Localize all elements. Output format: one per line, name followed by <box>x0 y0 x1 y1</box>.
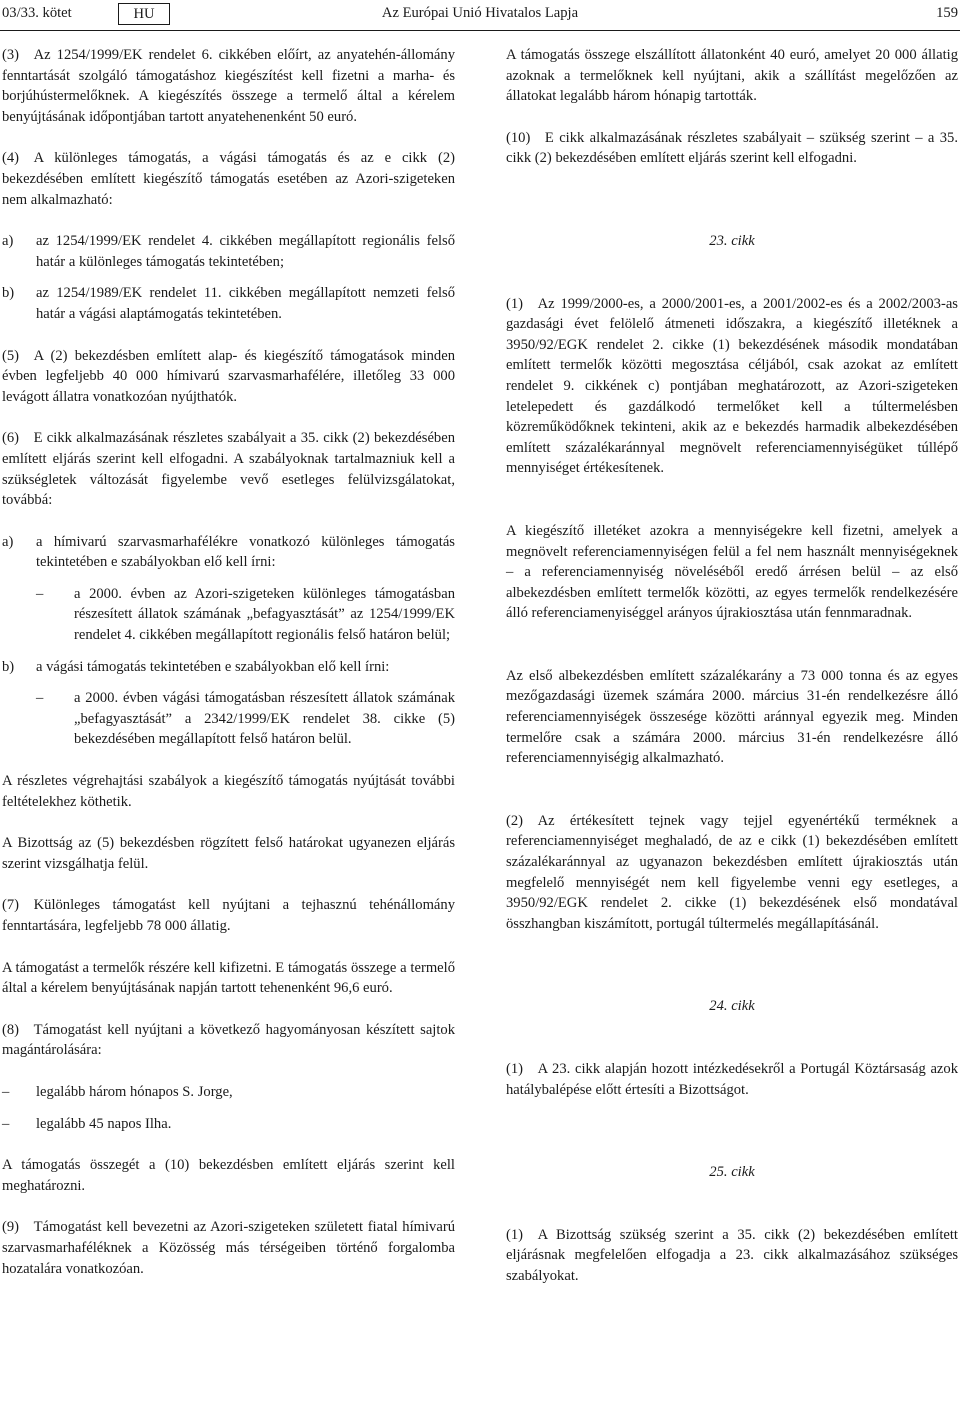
dash-item <box>2 1082 455 1103</box>
dash-item-text: a 2000. évben az Azori-szigeteken különleges támogatásban részesített állatok számának „befagyasztását” az 1254/1999/EK rendelet 4. cikkében megállapított regionális felső határon belül; <box>74 585 455 644</box>
dash-item <box>2 1114 455 1135</box>
issue-number: 03/33. kötet <box>2 5 72 21</box>
list-item-text: a vágási támogatás tekintetében e szabályokban elő kell írni: <box>36 658 390 675</box>
paragraph-6: (6) E cikk alkalmazásának részletes szabályait a 35. cikk (2) bekezdésében említett eljárás szerint kell elfogadni. A szabályoknak tartalmazniuk kell a szükségletek változását figyelembe vevő esetleges felülvizsgálatokat, továbbá: <box>2 430 455 509</box>
article-23-paragraph-1-b: A kiegészítő illetéket azokra a mennyiségekre kell fizetni, amelyek a megnövelt referenciamennyiségen felül a fel nem használt mennyiségeknek – a referenciamennyiség növeléséből eredő árrésen belül – az első albekezdésben említett termelők közötti, az egyes termelők rendelkezésére álló referenciamenyiséggel arányos újrakiosztása után fennmaradnak. <box>506 522 958 622</box>
journal-title: Az Európai Unió Hivatalos Lapja <box>381 5 579 21</box>
paragraph-5: (5) A (2) bekezdésben említett alap- és kiegészítő támogatások minden évben legfeljebb 40 000 hímivarú szarvasmarhafélére, illetőleg 33 000 levágott állatra vonatkozóan nyújthatók. <box>2 347 455 405</box>
right-column <box>506 45 958 1308</box>
header-divider <box>0 30 960 31</box>
article-23-paragraph-1-c: Az első albekezdésben említett százalékarány a 73 000 tonna és az egyes mezőgazdasági üzemek számára 2000. március 31-én rendelkezésre álló referenciamennyiségek összesége közötti aránnyal egyezik meg. Minden termelőre csak a számára 2000. március 31-én rendelkezésre álló referenciamennyiségig alkalmazható. <box>506 667 958 767</box>
paragraph-6-review: A Bizottság az (5) bekezdésben rögzített felső határokat ugyanezen eljárás szerint vizsgálhatja felül. <box>2 835 455 872</box>
dash-item-text: legalább 45 napos Ilha. <box>36 1115 172 1132</box>
list-item-text: az 1254/1999/EK rendelet 4. cikkében megállapított regionális felső határ a különleges támogatás tekintetében; <box>36 233 455 270</box>
list-item-text: a hímivarú szarvasmarhafélékre vonatkozó különleges támogatás tekintetében e szabályokban elő kell írni: <box>36 533 455 571</box>
language-code-badge: HU <box>118 3 170 25</box>
article-25-paragraph-1: (1) A Bizottság szükség szerint a 35. cikk (2) bekezdésében említett eljárásnak megfelelően elfogadja a 23. cikk alkalmazásához szükséges szabályokat. <box>506 1226 958 1284</box>
list-item-text: az 1254/1989/EK rendelet 11. cikkében megállapított nemzeti felső határ a vágási alaptámogatás tekintetében. <box>36 285 455 322</box>
dash-marker: – <box>36 690 44 707</box>
dash-item <box>2 688 455 750</box>
page-number: 159 <box>936 5 958 21</box>
list-marker: a) <box>2 233 14 250</box>
article-23-paragraph-2: (2) Az értékesített tejnek vagy tejjel egyenértékű terméknek a referenciamennyiséget meghaladó, de az e cikk (1) bekezdésében említett százalékaránnyal az ugyanazon bekezdésben említett újrakiosztás után megfelelő mennyiségét nem kell figyelembe venni egy esetleges, a 3950/92/EGK rendelet 2. cikke (1) bekezdésének első mondatával összhangban kiszámított, portugál túltermelés megállapításánál. <box>506 812 958 932</box>
paragraph-9-amount: A támogatás összege elszállított állatonként 40 euró, amelyet 20 000 állatig azoknak a termelőknek kell nyújtani, akik a szállítást megelőzően az állatokat legalább három hónapig tartották. <box>506 47 958 105</box>
paragraph-7: (7) Különleges támogatást kell nyújtani a tejhasznú tehénállomány fenntartására, legfeljebb 78 000 állatig. <box>2 897 455 934</box>
paragraph-7-amount: A támogatást a termelők részére kell kifizetni. E támogatás összege a termelő által a kérelem benyújtásának napján tartott tehenenként 96,6 euró. <box>2 959 455 997</box>
article-24-heading: 24. cikk <box>709 998 755 1015</box>
article-23-paragraph-1: (1) Az 1999/2000-es, a 2000/2001-es, a 2001/2002-es és a 2002/2003-as gazdasági évet felölelő átmeneti időszakra, a kiegészítő illetéknek a 3950/92/EGK rendelet 2. cikke (1) bekezdésének második mondatában említett termelők közötti megosztása céljából, csak azokat az említett rendelet 9. cikkének c) pontjában meghatározott, az Azori-szigeteken letelepedett és gazdálkodó termelőket kell a túltermelésben közreműködőknek tekinteni, akik az e bekezdés harmadik albekezdésében említett százalékaránnyal megnövelt referenciamennyiségüket túllépő mennyiséget értékesítenek. <box>506 295 958 477</box>
dash-marker: – <box>36 585 44 602</box>
article-25-heading: 25. cikk <box>709 1164 755 1181</box>
paragraph-9: (9) Támogatást kell bevezetni az Azori-szigeteken született fiatal hímivarú szarvasmarhaféléknek a Közösség más térségeiben történő forgalomba hozatalára vonatkozóan. <box>2 1219 455 1277</box>
paragraph-4: (4) A különleges támogatás, a vágási támogatás és az e cikk (2) bekezdésében említett kiegészítő támogatás esetében az Azori-szigeteken nem alkalmazható: <box>2 150 455 208</box>
dash-item-text: a 2000. évben vágási támogatásban részesített állatok számának „befagyasztását” a 2342/1999/EK rendelet 38. cikke (5) bekezdésében megállapított felső határon belül. <box>74 690 455 748</box>
list-item <box>2 532 455 573</box>
dash-marker: – <box>2 1115 10 1132</box>
list-item <box>2 657 455 678</box>
paragraph-3: (3) Az 1254/1999/EK rendelet 6. cikkében előírt, az anyatehén-állomány fenntartását szolgáló támogatáshoz kiegészítést kell fizetni a marha- és borjúhústermelőknek. A kiegészítés összege a termelő által a kérelem benyújtásának időpontjában tartott anyatehenenként 50 euró. <box>2 47 455 125</box>
paragraph-10: (10) E cikk alkalmazásának részletes szabályait – szükség szerint – a 35. cikk (2) bekezdésében említett eljárás szerint kell elfogadni. <box>506 129 958 167</box>
page-header <box>0 0 960 30</box>
article-23-heading: 23. cikk <box>709 232 755 249</box>
list-marker: b) <box>2 658 15 675</box>
list-marker: a) <box>2 533 14 550</box>
paragraph-6-detail: A részletes végrehajtási szabályok a kiegészítő támogatás nyújtását további feltételekhez köthetik. <box>2 773 455 810</box>
left-column <box>2 45 455 1300</box>
article-24-paragraph-1: (1) A 23. cikk alapján hozott intézkedésekről a Portugál Köztársaság azok hatálybalépése előtt értesíti a Bizottságot. <box>506 1061 958 1098</box>
dash-item <box>2 584 455 646</box>
dash-marker: – <box>2 1083 10 1100</box>
paragraph-8-amount: A támogatás összegét a (10) bekezdésben említett eljárás szerint kell meghatározni. <box>2 1157 455 1194</box>
list-marker: b) <box>2 285 15 302</box>
dash-item-text: legalább három hónapos S. Jorge, <box>36 1083 233 1100</box>
paragraph-8: (8) Támogatást kell nyújtani a következő hagyományosan készített sajtok magántárolására: <box>2 1021 455 1059</box>
list-item <box>2 283 455 324</box>
list-item <box>2 231 455 272</box>
